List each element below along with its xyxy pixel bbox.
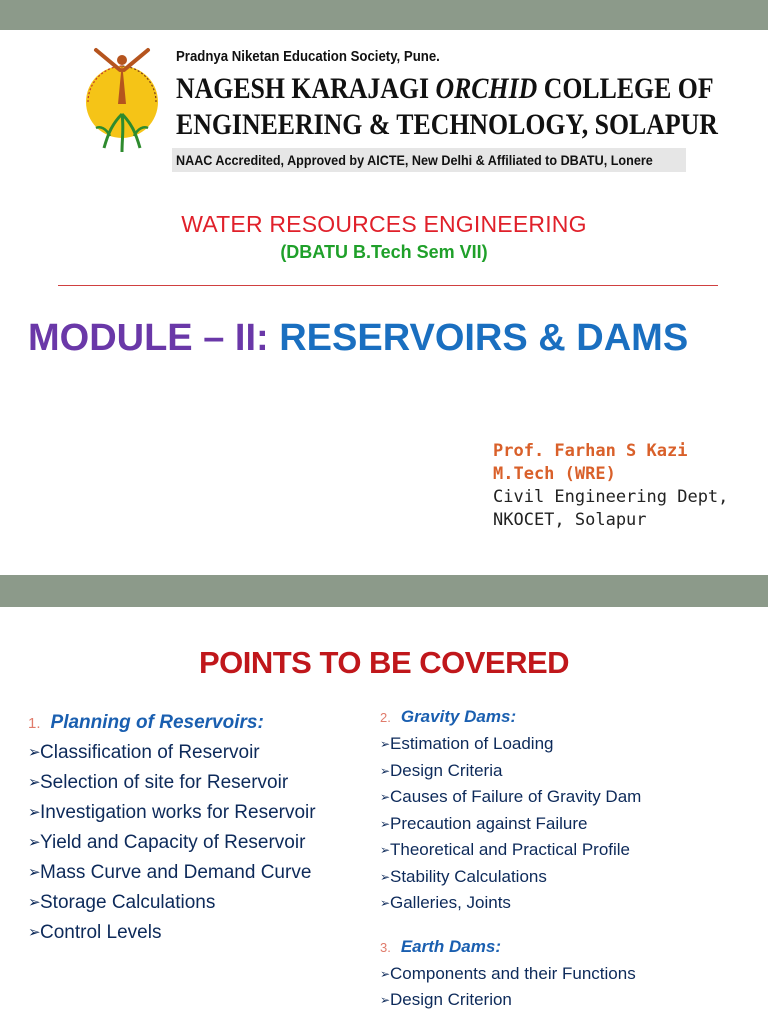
course-subtitle: (DBATU B.Tech Sem VII) [280,242,488,262]
list-item: ➢ Stability Calculations [380,864,750,891]
list-item: ➢ Mass Curve and Demand Curve [28,862,312,883]
list-item: ➢ Components and their Functions [380,961,750,988]
arrow-bullet-icon: ➢ [28,804,41,821]
contents-title: POINTS TO BE COVERED [198,645,570,680]
list-item: ➢ Precaution against Failure [380,811,750,838]
arrow-bullet-icon: ➢ [380,843,391,857]
earth-dams-heading: 3. Earth Dams: [380,936,501,956]
list-item: ➢ Design Criteria [380,758,750,785]
dams-column [380,707,750,1014]
list-item: ➢ Storage Calculations [28,892,216,913]
author-institute: NKOCET, Solapur [493,510,647,530]
arrow-bullet-icon: ➢ [380,763,391,778]
module-prefix: MODULE – II: [28,317,280,359]
module-heading [28,317,688,360]
arrow-bullet-icon: ➢ [28,894,41,911]
list-item: ➢ Yield and Capacity of Reservoir [28,832,306,853]
list-item: ➢ Classification of Reservoir [28,742,260,763]
arrow-bullet-icon: ➢ [28,744,41,761]
earth-dams-list [380,961,750,1014]
college-name-line1: NAGESH KARAJAGI ORCHID COLLEGE OF [176,72,714,105]
list-item: ➢ Control Levels [28,922,162,943]
list-item: ➢ Investigation works for Reservoir [28,802,316,823]
arrow-bullet-icon: ➢ [380,896,391,910]
accreditation-text: NAAC Accredited, Approved by AICTE, New Delhi & Affiliated to DBATU, Lonere [176,152,653,168]
planning-heading: 1. Planning of Reservoirs: [28,712,264,733]
list-item: ➢ Estimation of Loading [380,731,750,758]
arrow-bullet-icon: ➢ [28,834,41,851]
arrow-bullet-icon: ➢ [380,869,391,884]
author-block [493,440,728,532]
list-item: ➢ Theoretical and Practical Profile [380,837,750,864]
gravity-dams-list [380,731,750,917]
society-name: Pradnya Niketan Education Society, Pune. [176,48,440,65]
arrow-bullet-icon: ➢ [28,864,41,881]
author-degree: M.Tech (WRE) [493,464,616,484]
module-title: RESERVOIRS & DAMS [279,317,689,359]
planning-column [28,712,318,950]
author-dept: Civil Engineering Dept, [493,487,729,507]
arrow-bullet-icon: ➢ [380,966,391,981]
gravity-dams-heading: 2. Gravity Dams: [380,707,517,726]
arrow-bullet-icon: ➢ [28,924,41,941]
slide-separator-band [0,575,768,607]
list-item: ➢ Causes of Failure of Gravity Dam [380,784,750,811]
list-item: ➢ Design Criterion [380,987,750,1014]
arrow-bullet-icon: ➢ [28,774,41,791]
list-item: ➢ Selection of site for Reservoir [28,772,289,793]
arrow-bullet-icon: ➢ [380,993,391,1007]
college-header [82,44,718,172]
arrow-bullet-icon: ➢ [380,737,391,751]
accreditation-bar [172,148,686,172]
top-band [0,0,768,30]
arrow-bullet-icon: ➢ [380,790,391,804]
author-name: Prof. Farhan S Kazi [493,441,688,461]
college-logo-icon [82,44,168,160]
planning-list [28,740,318,945]
arrow-bullet-icon: ➢ [380,816,391,831]
college-name-line2: ENGINEERING & TECHNOLOGY, SOLAPUR [176,108,718,141]
list-item: ➢ Galleries, Joints [380,890,750,917]
course-title: WATER RESOURCES ENGINEERING [181,211,587,237]
title-divider [58,285,718,286]
